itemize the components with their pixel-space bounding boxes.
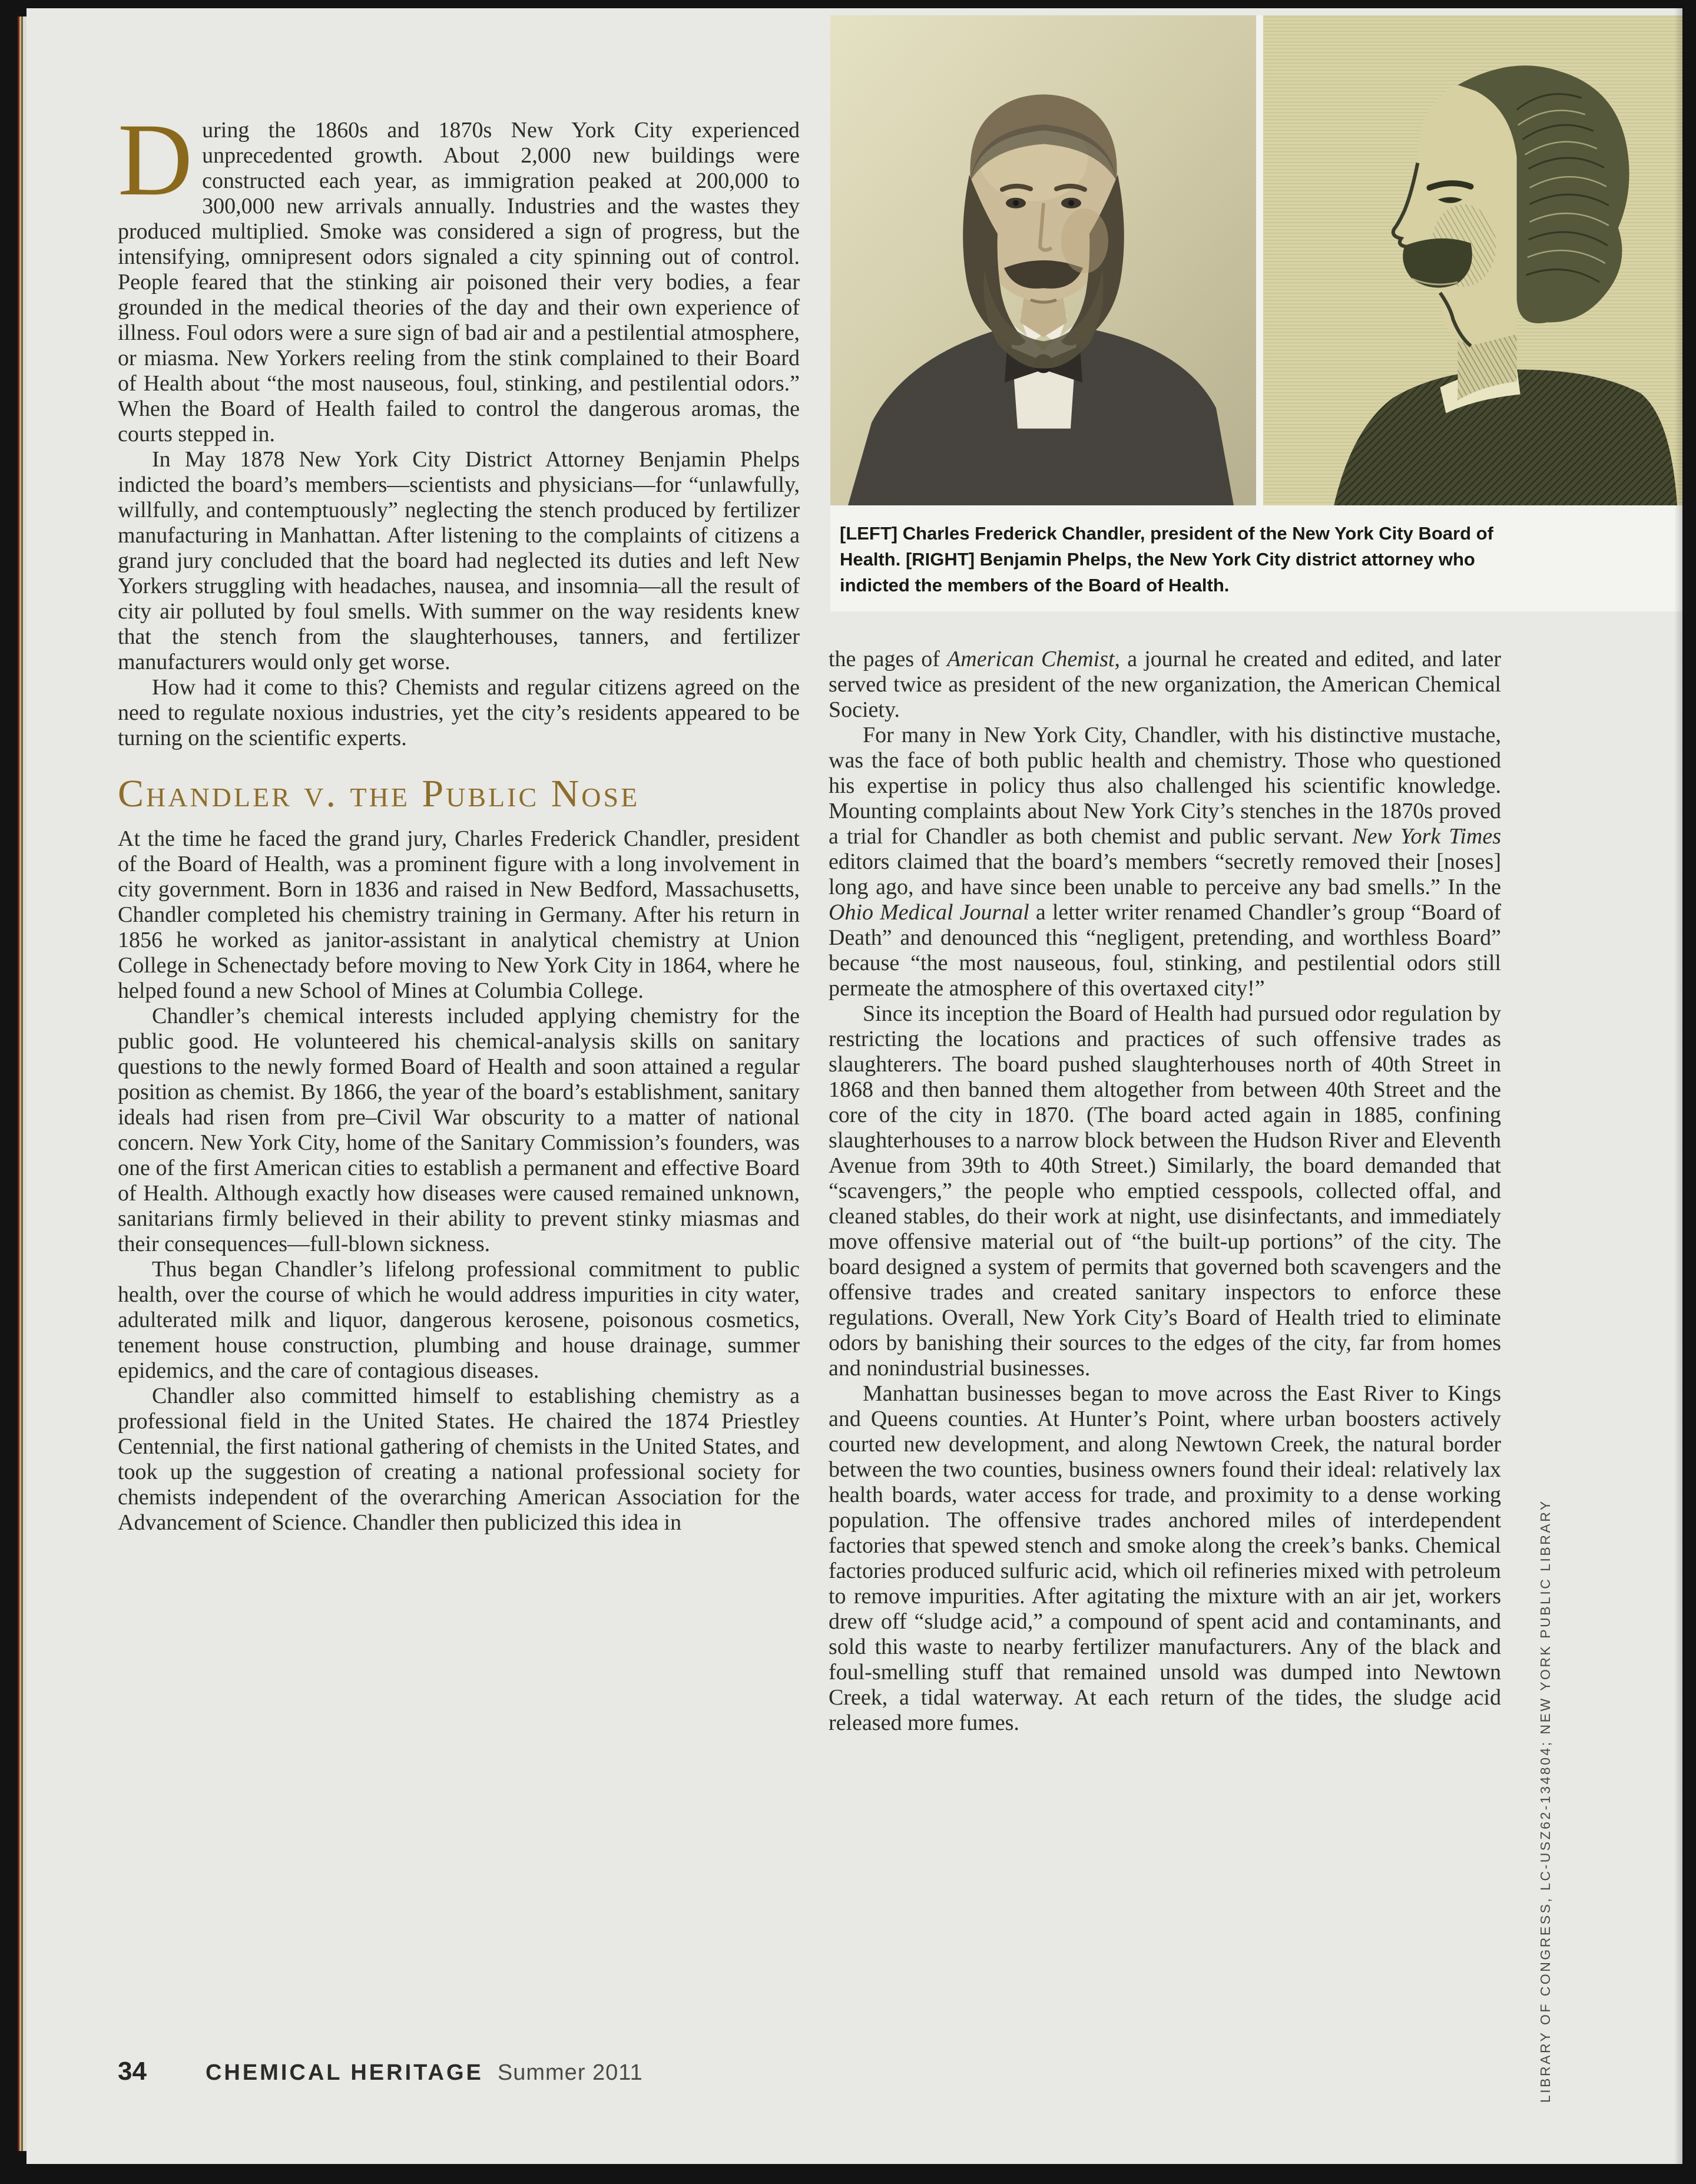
paragraph-intro (118, 102, 800, 447)
paragraph (118, 826, 800, 1004)
photo-credit: LIBRARY OF CONGRESS, LC-USZ62-134804; NEW YORK PUBLIC LIBRARY (1538, 1499, 1553, 2103)
column-right (829, 647, 1501, 1736)
photo-divider (1256, 15, 1263, 505)
paragraph (118, 1257, 800, 1384)
page-edge-strips (15, 16, 27, 2151)
text-run: Chandler’s chemical interests included applying chemistry for the public good. He volunteered his chemical-analysis skills on sanitary questions to the newly formed Board of Health and soon attained a regular position as chemist. By 1866, the year of the board’s establishment, sanitary ideals had risen from pre–Civil War obscurity to a matter of national concern. New York City, home of the Sanitary Commission’s founders, was one of the first American cities to establish a permanent and effective Board of Health. Although exactly how diseases were caused remained unknown, sanitarians firmly believed in their ability to prevent stinky miasmas and their consequences—full-blown sickness. (118, 1004, 800, 1256)
text-run: editors claimed that the board’s members “secretly removed their [noses] long ago, and have since been unable to perceive any bad smells.” In the (829, 849, 1501, 899)
paragraph (829, 647, 1501, 723)
paragraph (118, 1384, 800, 1536)
drop-cap: D (118, 102, 193, 217)
page-footer (118, 2057, 643, 2086)
portrait-chandler-photo (830, 15, 1256, 505)
italic-text: New York Times (1352, 824, 1501, 849)
paragraph (118, 675, 800, 751)
phelps-engraving-illustration (1263, 15, 1682, 505)
section-heading: Chandler v. the Public Nose (118, 772, 640, 815)
text-run: the pages of (829, 647, 948, 671)
text-run: uring the 1860s and 1870s New York City experienced unprecedented growth. About 2,000 new buildings were constructed each year, as immigration peaked at 200,000 to 300,000 new arrivals annually. Industries and the wastes they produced multiplied. Smoke was considered a sign of progress, but the intensifying, omnipresent odors signaled a city spinning out of control. People feared that the stinking air poisoned their very bodies, a fear grounded in the medical theories of the day and their own experience of illness. Foul odors were a sure sign of bad air and a pestilential atmosphere, or miasma. New Yorkers reeling from the stink complained to their Board of Health about “the most nauseous, foul, stinking, and pestilential odors.” When the Board of Health failed to control the dangerous aromas, the courts stepped in. (118, 118, 800, 446)
magazine-title: CHEMICAL HERITAGE (205, 2060, 483, 2085)
text-run: a letter writer renamed Chandler’s group “Board of Death” and denounced this “negligent, pretending, and worthless Board” because “the most nauseous, foul, stinking, and pestilential odors still permeate the atmosphere of this overtaxed city!” (829, 900, 1501, 1001)
paragraph-group (118, 447, 800, 751)
paragraph (118, 447, 800, 675)
text-run: Chandler also committed himself to establishing chemistry as a professional field in the United States. He chaired the 1874 Priestley Centennial, the first national gathering of chemists in the United States, and took up the suggestion of creating a national professional society for chemists independent of the overarching American Association for the Advancement of Science. Chandler then publicized this idea in (118, 1384, 800, 1535)
text-run: In May 1878 New York City District Attorney Benjamin Phelps indicted the board’s members—scientists and physicians—for “unlawfully, willfully, and contemptuously” neglecting the stench produced by fertilizer manufacturing in Manhattan. After listening to the complaints of citizens a grand jury concluded that the board had neglected its duties and left New Yorkers struggling with headaches, nausea, and insomnia—all the result of city air polluted by foul smells. With summer on the way residents knew that the stench from the slaughterhouses, tanners, and fertilizer manufacturers would only get worse. (118, 447, 800, 674)
portrait-phelps-engraving (1263, 15, 1682, 505)
text-run: At the time he faced the grand jury, Charles Frederick Chandler, president of the Board of Health, was a prominent figure with a long involvement in city government. Born in 1836 and raised in New Bedford, Massachusetts, Chandler completed his chemistry training in Germany. After his return in 1856 he worked as janitor-assistant in analytical chemistry at Union College in Schenectady before moving to New York City in 1864, where he helped found a new School of Mines at Columbia College. (118, 826, 800, 1003)
text-run: , a journal he created and edited, and later served twice as president of the new organization, the American Chemical Society. (829, 647, 1501, 722)
figure-portraits (830, 15, 1682, 610)
paragraph (118, 1004, 800, 1257)
italic-text: American Chemist (947, 647, 1115, 671)
paragraph (829, 723, 1501, 1001)
paragraph (829, 1381, 1501, 1736)
issue-label: Summer 2011 (497, 2060, 643, 2085)
caption-strip (830, 505, 1682, 611)
text-run: For many in New York City, Chandler, with his distinctive mustache, was the face of both public health and chemistry. Those who questioned his expertise in policy thus also challenged his scientific knowledge. Mounting complaints about New York City’s stenches in the 1870s proved a trial for Chandler as both chemist and public servant. (829, 723, 1501, 849)
chandler-photo-illustration (830, 15, 1256, 505)
page-number: 34 (118, 2057, 147, 2086)
paragraph-text (118, 102, 800, 446)
italic-text: Ohio Medical Journal (829, 900, 1029, 925)
text-run: Since its inception the Board of Health had pursued odor regulation by restricting the locations and practices of such offensive trades as slaughterers. The board pushed slaughterhouses north of 40th Street in 1868 and then banned them altogether from between 40th Street and the core of the city in 1870. (The board acted again in 1885, confining slaughterhouses to a narrow block between the Hudson River and Eleventh Avenue from 39th to 40th Street.) Similarly, the board demanded that “scavengers,” the people who emptied cesspools, collected offal, and cleaned stables, do their work at night, use disinfectants, and immediately move offensive material out of “the built-up portions” of the city. The board designed a system of permits that governed both scavengers and the offensive trades and created sanitary inspectors to enforce these regulations. Overall, New York City’s Board of Health tried to eliminate odors by banishing their sources to the edges of the city, far from homes and nonindustrial businesses. (829, 1001, 1501, 1381)
text-run: Manhattan businesses began to move across the East River to Kings and Queens counties. At Hunter’s Point, where urban boosters actively courted new development, and along Newtown Creek, the natural border between the two counties, business owners found their ideal: relatively lax health boards, water access for trade, and proximity to a dense working population. The offensive trades anchored miles of interdependent factories that spewed stench and smoke along the creek’s banks. Chemical factories produced sulfuric acid, which oil refineries mixed with petroleum to remove impurities. After agitating the mixture with an air jet, workers drew off “sludge acid,” a compound of spent acid and contaminants, and sold this waste to nearby fertilizer manufacturers. Any of the black and foul-smelling stuff that remained unsold was dumped into Newtown Creek, a tidal waterway. At each return of the tides, the sludge acid released more fumes. (829, 1381, 1501, 1735)
paragraph (829, 1001, 1501, 1381)
text-run: Thus began Chandler’s lifelong professional commitment to public health, over the course of which he would address impurities in city water, adulterated milk and liquor, dangerous kerosene, poisonous cosmetics, tenement house construction, plumbing and house drainage, summer epidemics, and the care of contagious diseases. (118, 1257, 800, 1383)
text-run: How had it come to this? Chemists and regular citizens agreed on the need to regulate noxious industries, yet the city’s residents appeared to be turning on the scientific experts. (118, 675, 800, 750)
figure-caption: [LEFT] Charles Frederick Chandler, president of the New York City Board of Health. [RIGHT] Benjamin Phelps, the New York City district attorney who indicted the members of the Board of Health. (840, 523, 1493, 595)
magazine-page (26, 8, 1682, 2164)
paragraph-group (118, 826, 800, 1536)
column-left (118, 102, 800, 1536)
